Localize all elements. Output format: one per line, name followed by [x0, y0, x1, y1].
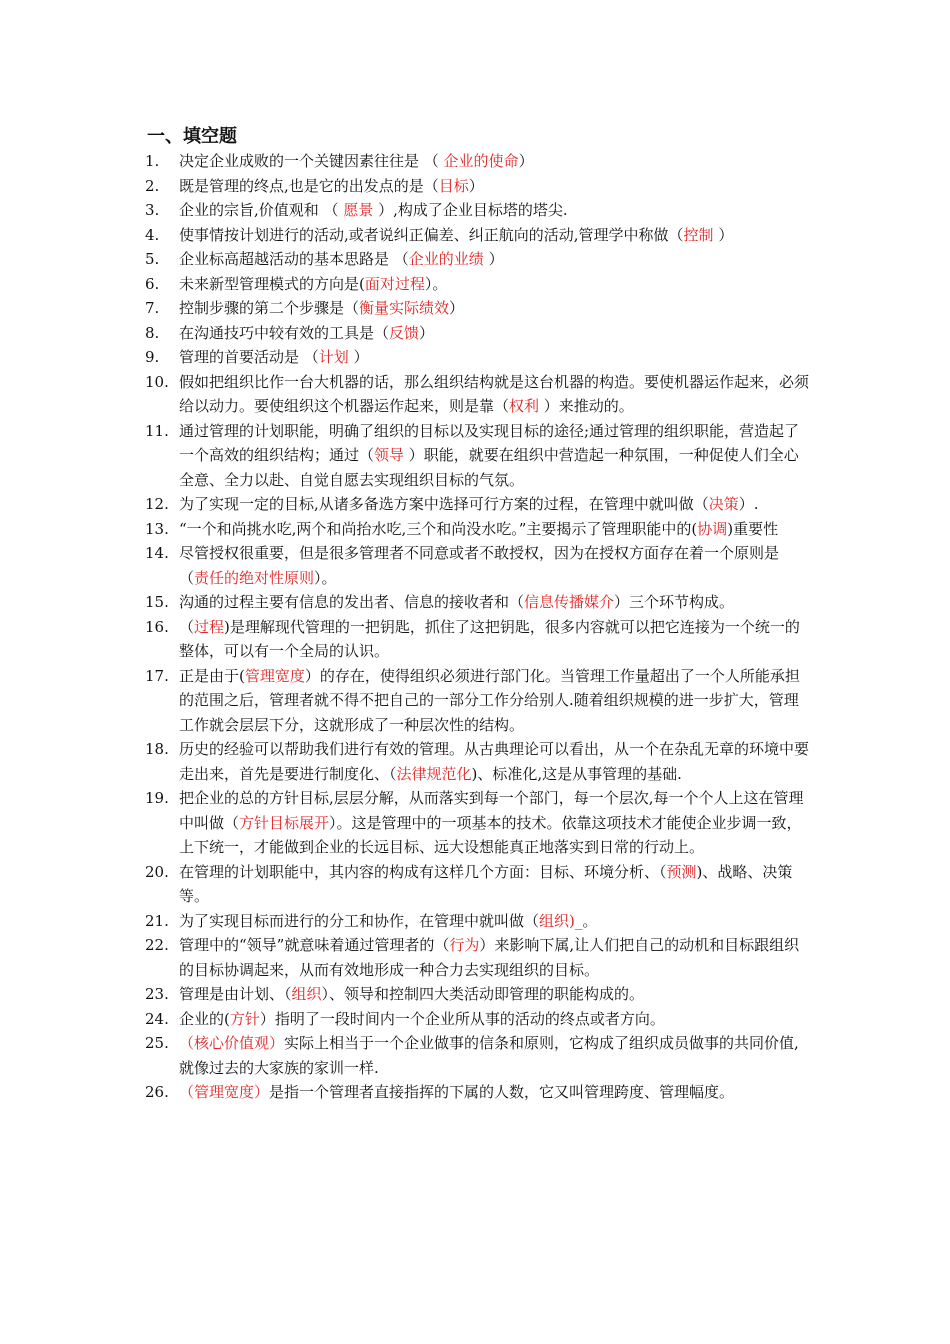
answer-text: 法律规范化 [396, 764, 472, 783]
question-text: 既是管理的终点,也是它的出发点的是（ [179, 176, 439, 195]
question-number: 10. [145, 372, 169, 391]
question-item [0, 590, 809, 615]
question-text: ）三个环节构成。 [614, 593, 735, 611]
question-text: 假如把组织比作一台大机器的话，那么组织结构就是这台机器的构造。要使机器运作起来，必须给以动力。要使组织这个机器运作起来，则是靠（ [179, 372, 810, 415]
question-number: 14. [145, 544, 169, 562]
question-item [0, 517, 809, 542]
question-text: )、标准化,这是从事管理的基础. [471, 764, 682, 783]
question-item [0, 321, 809, 346]
question-number: 15. [145, 593, 169, 611]
answer-text: 领导 [374, 446, 409, 464]
question-item [0, 419, 809, 493]
answer-text: 愿景 [343, 201, 374, 219]
answer-text: 目标 [438, 176, 469, 195]
question-text: 企业的宗旨,价值观和 （ [179, 201, 344, 219]
question-number: 18. [145, 740, 169, 758]
question-text: 在沟通技巧中较有效的工具是（ [179, 323, 390, 342]
question-text: 沟通的过程主要有信息的发出者、信息的接收者和（ [179, 593, 525, 611]
question-text: ）、领导和控制四大类活动即管理的职能构成的。 [321, 985, 645, 1003]
question-text: 通过管理的计划职能，明确了组织的目标以及实现目标的途径;通过管理的组织职能，营造起了一个高效的组织结构；通过（ [179, 421, 800, 464]
question-item [0, 786, 809, 860]
question-item [0, 492, 809, 517]
question-number: 8. [145, 323, 160, 342]
section-title: 一、填空题 [147, 126, 237, 147]
question-text: ）职能，就要在组织中营造起一种氛围，一种促使人们全心全意、全力以赴、自觉自愿去实现组织目标的气氛。 [179, 446, 799, 489]
question-text: ）. [738, 495, 759, 513]
answer-text: 企业的业绩 [408, 250, 484, 268]
question-text: 为了实现一定的目标,从诸多备选方案中选择可行方案的过程，在管理中就叫做（ [179, 495, 709, 513]
question-item [0, 247, 809, 272]
answer-text: 企业的使命 [443, 152, 519, 170]
question-text: )、战略、决策等。 [179, 862, 793, 905]
question-item [0, 615, 809, 664]
question-number: 23. [145, 985, 169, 1003]
answer-text: 权利 [509, 397, 544, 415]
question-item [0, 174, 809, 199]
question-text: “一个和尚挑水吃,两个和尚抬水吃,三个和尚没水吃。”主要揭示了管理职能中的( [179, 519, 698, 538]
question-number: 26. [145, 1083, 169, 1101]
answer-text: 计划 [318, 348, 354, 366]
answer-text: 管理宽度 [244, 666, 305, 685]
question-item [0, 909, 809, 934]
question-item [0, 982, 809, 1007]
question-item [0, 1007, 809, 1032]
question-number: 12. [145, 495, 169, 513]
question-number: 1. [145, 152, 160, 170]
question-item [0, 272, 809, 297]
question-text: 管理中的“领导”就意味着通过管理者的（ [179, 936, 450, 954]
question-number: 5. [145, 250, 160, 268]
question-text: 为了实现目标而进行的分工和协作，在管理中就叫做（ [179, 911, 540, 930]
question-item [0, 345, 809, 370]
answer-text: 协调 [697, 519, 728, 538]
question-number: 6. [145, 274, 160, 293]
answer-text: 责任的绝对性原则 [194, 568, 315, 587]
question-text: 实际上相当于一个企业做事的信条和原则，它构成了组织成员做事的共同价值,就像过去的大家族的家训一样. [179, 1034, 799, 1077]
answer-text: 方针 [229, 1009, 260, 1028]
question-number: 19. [145, 789, 169, 807]
question-number: 2. [145, 176, 160, 195]
question-number: 20. [145, 862, 169, 881]
question-number: 11. [145, 421, 169, 440]
answer-text: 反馈 [389, 323, 420, 342]
question-text: ）的存在，使得组织必须进行部门化。当管理工作量超出了一个人所能承担的范围之后，管理者就不得不把自己的一部分工作分给别人.随着组织规模的进一步扩大，管理工作就会层层下分，这就形成了一种层次性的结构。 [179, 666, 800, 734]
question-text: )重要性 [727, 519, 779, 538]
question-item [0, 296, 809, 321]
answer-text: 组织 [291, 985, 322, 1003]
question-number: 7. [145, 299, 160, 317]
question-text: 管理是由计划、（ [179, 985, 292, 1003]
question-text: ） [483, 250, 504, 268]
question-text: 。 [582, 911, 598, 930]
question-text: ） [468, 176, 484, 195]
question-text: 把企业的总的方针目标,层层分解，从而落实到每一个部门，每一个层次,每一个个人上这在管理中叫做（ [179, 789, 804, 832]
answer-text: 组织)_ [539, 911, 583, 930]
question-list [0, 149, 950, 1105]
question-text: ）。 [314, 568, 337, 587]
question-text: 企业标高超越活动的基本思路是 （ [179, 250, 409, 268]
question-item [0, 860, 809, 909]
question-text: ） [353, 348, 369, 366]
question-text: ）指明了一段时间内一个企业所从事的活动的终点或者方向。 [259, 1009, 665, 1028]
answer-text: 预测 [666, 862, 697, 881]
question-number: 17. [145, 666, 169, 685]
question-text: ） [449, 299, 465, 317]
question-number: 4. [145, 225, 160, 244]
question-text: 未来新型管理模式的方向是( [179, 274, 365, 293]
question-item [0, 541, 809, 590]
question-text: ）。 [424, 274, 448, 293]
question-text: ） [713, 225, 734, 244]
question-item [0, 933, 809, 982]
answer-text: 方针目标展开 [239, 813, 330, 832]
answer-text: 决策 [708, 495, 739, 513]
answer-text: 面对过程 [364, 274, 425, 293]
question-item [0, 149, 809, 174]
question-text: 尽管授权很重要，但是很多管理者不同意或者不敢授权，因为在授权方面存在着一个原则是（ [179, 544, 780, 587]
question-text: 是指一个管理者直接指挥的下属的人数，它又叫管理跨度、管理幅度。 [269, 1083, 735, 1101]
answer-text: 控制 [683, 225, 714, 244]
question-item [0, 370, 809, 419]
answer-text: 行为 [449, 936, 480, 954]
question-text: 控制步骤的第二个步骤是（ [179, 299, 360, 317]
question-text: ）来影响下属,让人们把自己的动机和目标跟组织的目标协调起来，从而有效地形成一种合力去实现组织的目标。 [179, 936, 800, 979]
question-text: 历史的经验可以帮助我们进行有效的管理。从古典理论可以看出，从一个在杂乱无章的环境中要走出来，首先是要进行制度化、（ [179, 740, 810, 783]
answer-text: 衡量实际绩效 [359, 299, 450, 317]
question-number: 25. [145, 1034, 169, 1052]
question-number: 22. [145, 936, 169, 954]
question-item [0, 664, 809, 738]
question-text: ）,构成了企业目标塔的塔尖. [373, 201, 568, 219]
answer-text: 信息传播媒介 [524, 593, 615, 611]
question-text: 决定企业成败的一个关键因素往往是 （ [179, 152, 444, 170]
question-text: ） [518, 152, 534, 170]
question-text: 管理的首要活动是 （ [179, 348, 319, 366]
question-number: 9. [145, 348, 160, 366]
question-item [0, 1080, 809, 1105]
question-item [0, 737, 809, 786]
question-item [0, 223, 809, 248]
question-text: 企业的( [179, 1009, 230, 1028]
question-item [0, 1031, 809, 1080]
question-text: ）。这是管理中的一项基本的技术。依靠这项技术才能使企业步调一致，上下统一，才能做到企业的长远目标、远大设想能真正地落实到日常的行动上。 [179, 813, 802, 856]
question-text: )是理解现代管理的一把钥匙，抓住了这把钥匙，很多内容就可以把它连接为一个统一的整体，可以有一个全局的认识。 [179, 617, 800, 660]
answer-text: （管理宽度） [179, 1083, 270, 1101]
question-item [0, 198, 809, 223]
answer-text: 过程 [194, 617, 225, 636]
question-text: ） [419, 323, 435, 342]
question-number: 21. [145, 911, 169, 930]
question-text: （ [179, 617, 195, 636]
question-text: ）来推动的。 [543, 397, 634, 415]
question-number: 13. [145, 519, 169, 538]
question-text: 在管理的计划职能中，其内容的构成有这样几个方面：目标、环境分析、（ [179, 862, 667, 881]
question-number: 24. [145, 1009, 169, 1028]
question-number: 3. [145, 201, 160, 219]
question-text: 使事情按计划进行的活动,或者说纠正偏差、纠正航向的活动,管理学中称做（ [179, 225, 684, 244]
question-text: 正是由于( [179, 666, 245, 685]
question-number: 16. [145, 617, 169, 636]
answer-text: （核心价值观） [179, 1034, 285, 1052]
